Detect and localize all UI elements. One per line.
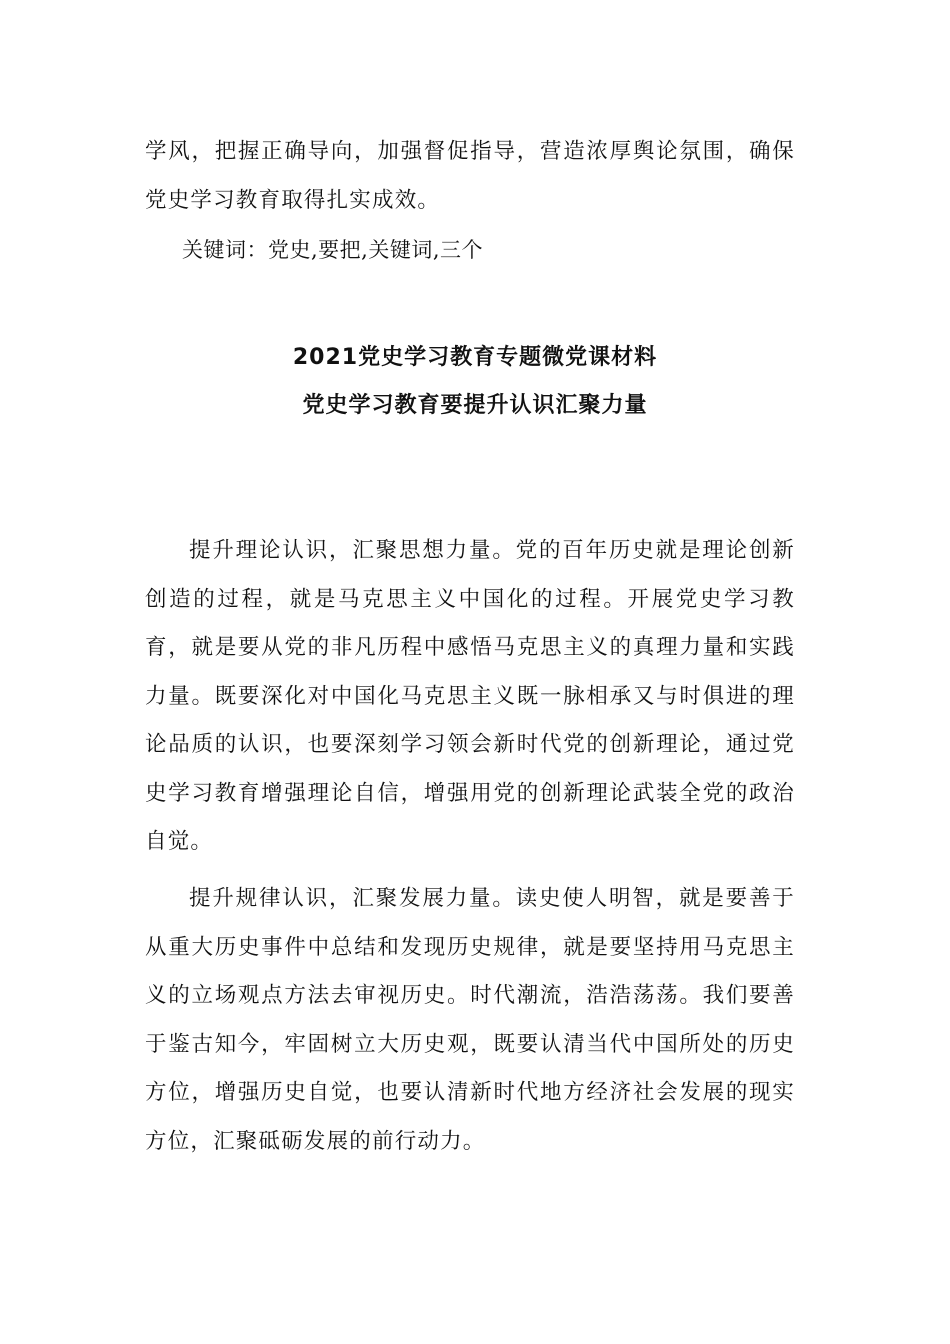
document-subtitle: 党史学习教育要提升认识汇聚力量 (302, 393, 648, 418)
keywords-line: 关键词：党史,要把,关键词,三个 (182, 238, 484, 262)
intro-paragraph: 学风，把握正确导向，加强督促指导，营造浓厚舆论氛围，确保党史学习教育取得扎实成效。 (145, 139, 795, 213)
document-title: 2021党史学习教育专题微党课材料 (292, 345, 658, 370)
body-paragraph: 提升规律认识，汇聚发展力量。读史使人明智，就是要善于从重大历史事件中总结和发现历史规律，就是要坚持用马克思主义的立场观点方法去审视历史。时代潮流，浩浩荡荡。我们要善于鉴古知今，牢固树立大历史观，既要认清当代中国所处的历史方位，增强历史自觉，也要认清新时代地方经济社会发展的现实方位，汇聚砥砺发展的前行动力。 (145, 886, 795, 1154)
body-paragraph: 提升理论认识，汇聚思想力量。党的百年历史就是理论创新创造的过程，就是马克思主义中国化的过程。开展党史学习教育，就是要从党的非凡历程中感悟马克思主义的真理力量和实践力量。既要深化对中国化马克思主义既一脉相承又与时俱进的理论品质的认识，也要深刻学习领会新时代党的创新理论，通过党史学习教育增强理论自信，增强用党的创新理论武装全党的政治自觉。 (145, 538, 795, 854)
